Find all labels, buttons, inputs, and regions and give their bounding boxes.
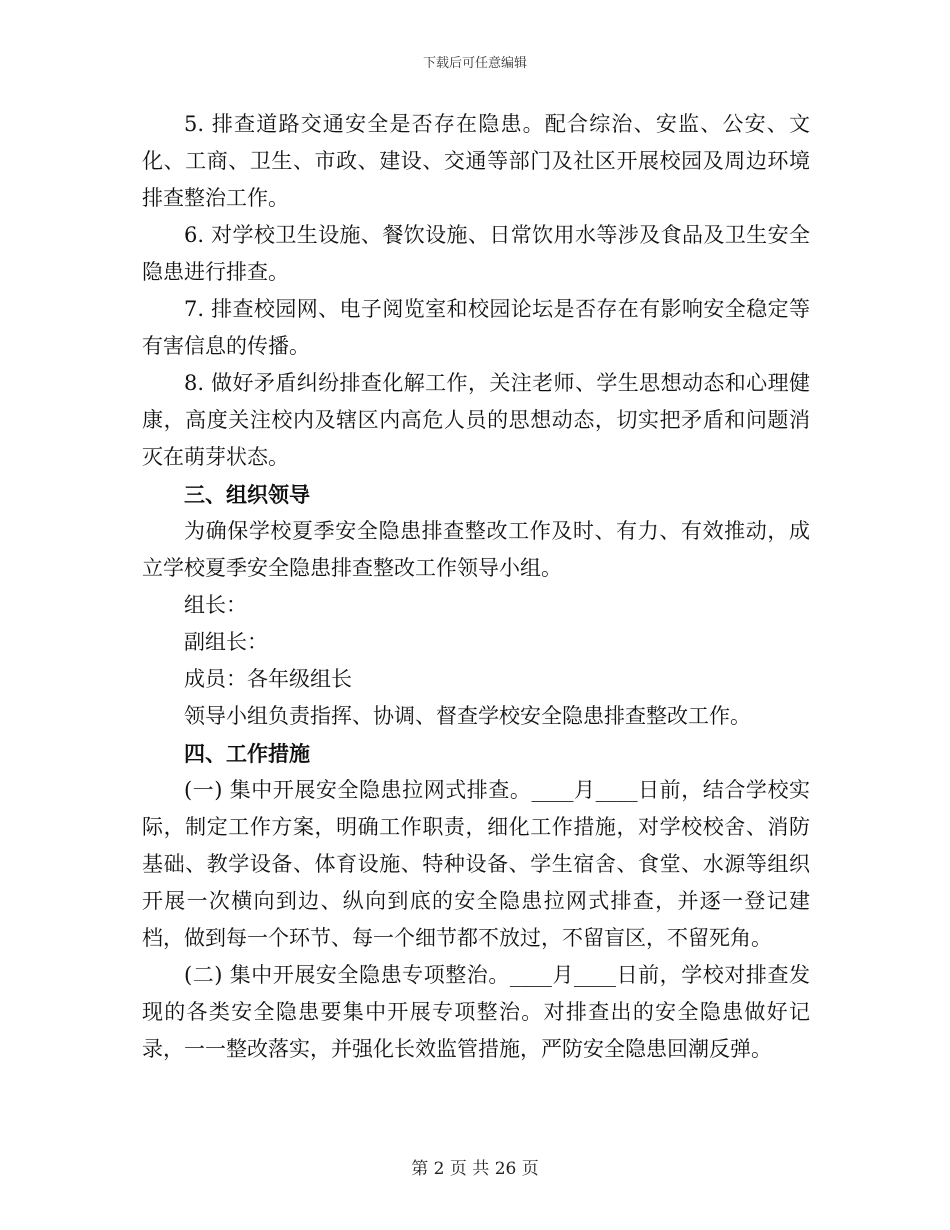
section-heading-organization: 三、组织领导: [184, 482, 310, 507]
page-header: 下载后可任意编辑: [422, 56, 527, 71]
section-heading-measures: 四、工作措施: [184, 741, 310, 766]
document-body: [142, 106, 810, 1068]
item-8-paragraph: 8. 做好矛盾纠纷排查化解工作，关注老师、学生思想动态和心理健康，高度关注校内及辖区内高危人员的思想动态，切实把矛盾和问题消灭在萌芽状态。: [142, 371, 810, 469]
leader-line: 组长：: [184, 593, 247, 617]
organization-paragraph: 为确保学校夏季安全隐患排查整改工作及时、有力、有效推动，成立学校夏季安全隐患排查整改工作领导小组。: [142, 519, 810, 580]
item-6-paragraph: 6. 对学校卫生设施、餐饮设施、日常饮用水等涉及食品及卫生安全隐患进行排查。: [142, 223, 810, 284]
measure-2-paragraph: (二) 集中开展安全隐患专项整治。____月____日前，学校对排查发现的各类安全隐患要集中开展专项整治。对排查出的安全隐患做好记录，一一整改落实，并强化长效监管措施，严防安全隐患回潮反弹。: [142, 963, 810, 1061]
page-footer: 第 2 页 共 26 页: [411, 1159, 539, 1179]
item-5-paragraph: 5. 排查道路交通安全是否存在隐患。配合综治、安监、公安、文化、工商、卫生、市政、建设、交通等部门及社区开展校园及周边环境排查整治工作。: [142, 112, 810, 210]
group-duty-paragraph: 领导小组负责指挥、协调、督查学校安全隐患排查整改工作。: [184, 704, 751, 728]
item-7-paragraph: 7. 排查校园网、电子阅览室和校园论坛是否存在有影响安全稳定等有害信息的传播。: [142, 297, 810, 358]
members-line: 成员：各年级组长: [184, 667, 352, 691]
measure-1-paragraph: (一) 集中开展安全隐患拉网式排查。____月____日前，结合学校实际，制定工作方案，明确工作职责，细化工作措施，对学校校舍、消防基础、教学设备、体育设施、特种设备、学生宿舍、食堂、水源等组织开展一次横向到边、纵向到底的安全隐患拉网式排查，并逐一登记建档，做到每一个环节、每一个细节都不放过，不留盲区，不留死角。: [142, 778, 810, 950]
deputy-leader-line: 副组长：: [184, 630, 268, 654]
